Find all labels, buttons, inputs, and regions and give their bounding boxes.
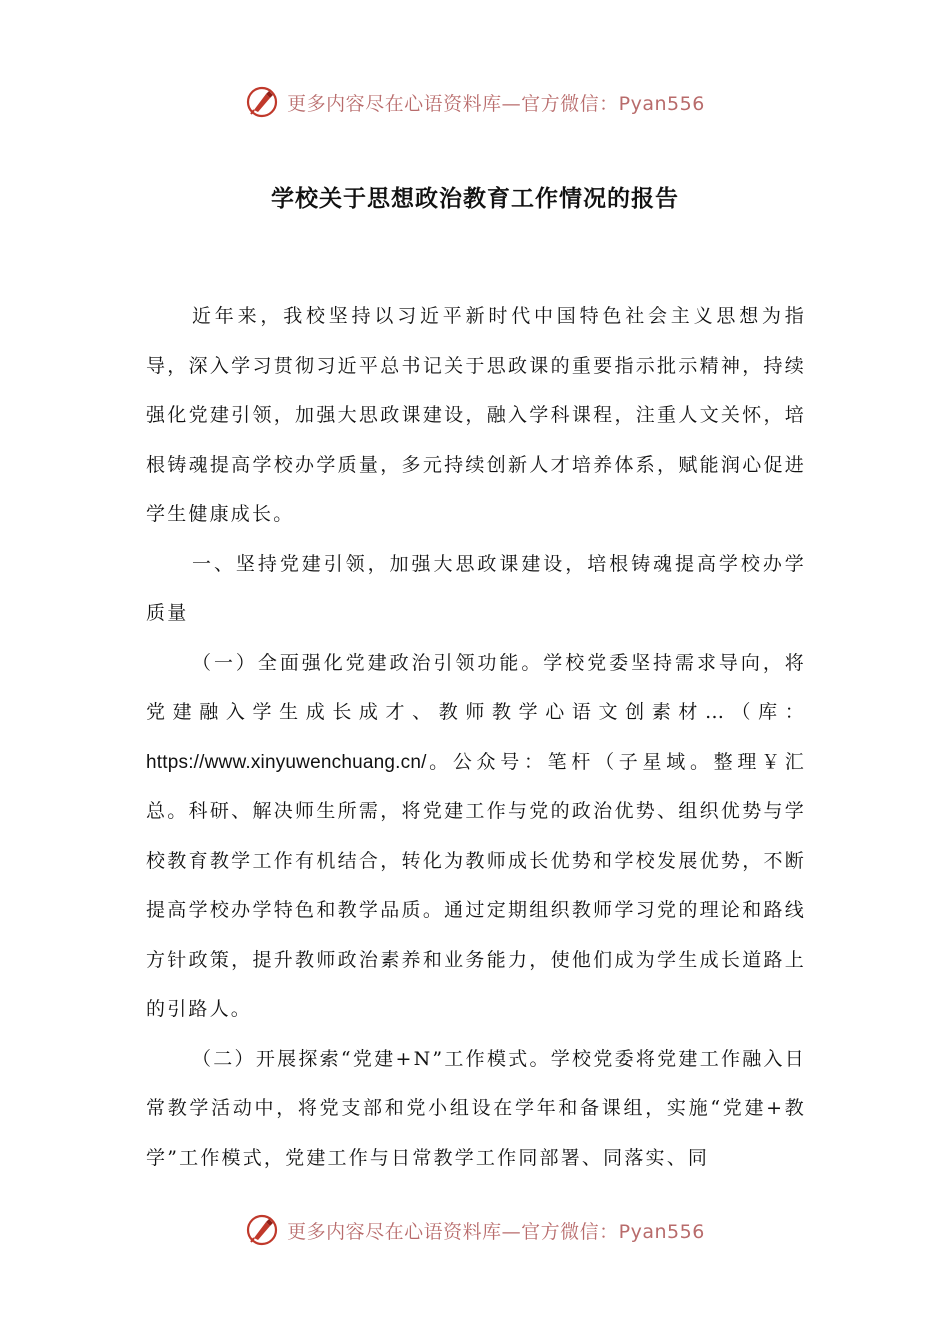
- paragraph-text-before-url: （一）全面强化党建政治引领功能。学校党委坚持需求导向，将党建融入学生成长成才、教师教学心语文创素材…（库：: [146, 651, 806, 723]
- footer-banner: [0, 1208, 950, 1252]
- document-title: 学校关于思想政治教育工作情况的报告: [271, 185, 679, 212]
- banner-text: [287, 89, 705, 116]
- section-heading-1: 一、坚持党建引领，加强大思政课建设，培根铸魂提高学校办学质量: [146, 552, 806, 624]
- banner-wechat-id: Pyan556: [618, 92, 705, 115]
- paragraph-intro: 近年来，我校坚持以习近平新时代中国特色社会主义思想为指导，深入学习贯彻习近平总书记关于思政课的重要指示批示精神，持续强化党建引领，加强大思政课建设，融入学科课程，注重人文关怀，培根铸魂提高学校办学质量，多元持续创新人才培养体系，赋能润心促进学生健康成长。: [146, 305, 806, 525]
- banner-label: 更多内容尽在心语资料库—官方微信：: [287, 92, 619, 115]
- pen-nib-circle-icon: [245, 85, 279, 119]
- banner-label: 更多内容尽在心语资料库—官方微信：: [287, 1220, 619, 1243]
- document-body: [146, 292, 806, 1183]
- banner-wechat-id: Pyan556: [618, 1220, 705, 1243]
- banner-text: [287, 1217, 705, 1244]
- header-banner: [0, 80, 950, 124]
- paragraph-subsection-1: [146, 639, 806, 1035]
- pen-nib-circle-icon: [245, 1213, 279, 1247]
- paragraph-subsection-2: （二）开展探索“党建+N”工作模式。学校党委将党建工作融入日常教学活动中，将党支部和党小组设在学年和备课组，实施“党建+教学”工作模式，党建工作与日常教学工作同部署、同落实、同: [146, 1047, 806, 1169]
- website-link[interactable]: https://www.xinyuwenchuang.cn/: [146, 751, 427, 773]
- paragraph-text-after-url: 。公众号：笔杆（子星域。整理￥汇总。科研、解决师生所需，将党建工作与党的政治优势、组织优势与学校教育教学工作有机结合，转化为教师成长优势和学校发展优势，不断提高学校办学特色和教学品质。通过定期组织教师学习党的理论和路线方针政策，提升教师政治素养和业务能力，使他们成为学生成长道路上的引路人。: [146, 750, 806, 1020]
